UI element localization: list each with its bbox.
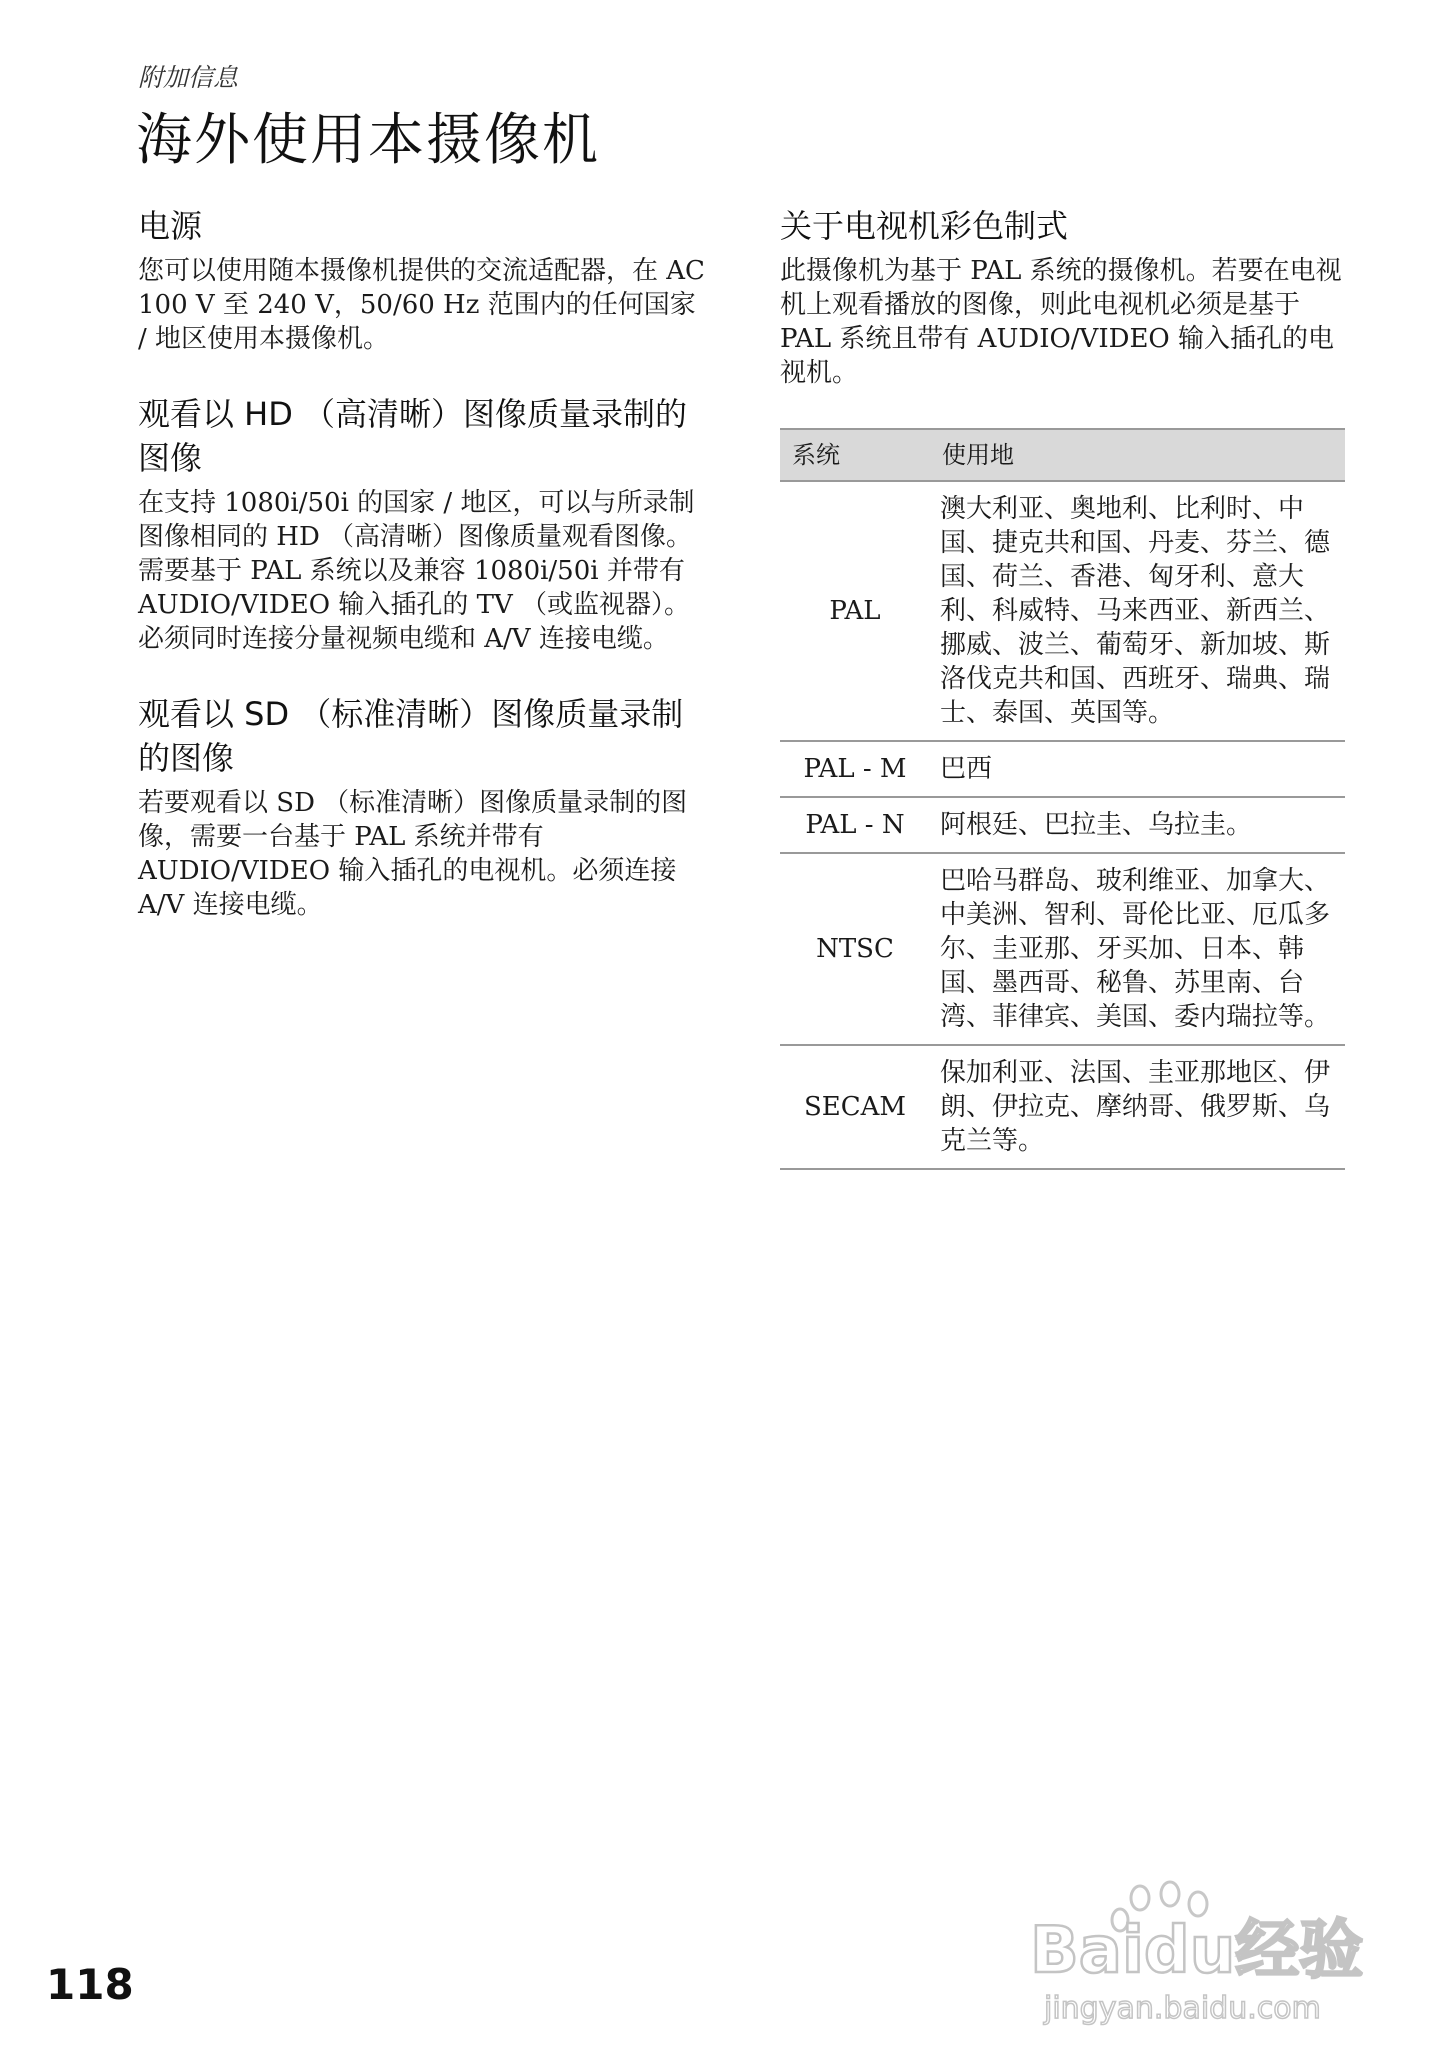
- system-cell: PAL: [780, 481, 930, 741]
- regions-cell: 澳大利亚、奥地利、比利时、中国、捷克共和国、丹麦、芬兰、德国、荷兰、香港、匈牙利、意大利、科威特、马来西亚、新西兰、挪威、波兰、葡萄牙、新加坡、斯洛伐克共和国、西班牙、瑞典、瑞士、泰国、英国等。: [930, 481, 1345, 741]
- column-header-system: 系统: [780, 429, 930, 481]
- regions-cell: 巴西: [930, 741, 1345, 797]
- heading-hd-viewing: 观看以 HD （高清晰）图像质量录制的图像: [138, 395, 688, 477]
- paragraph-hd-viewing: 在支持 1080i/50i 的国家 / 地区，可以与所录制图像相同的 HD （高清晰）图像质量观看图像。需要基于 PAL 系统以及兼容 1080i/50i 并带有 AUDIO/VIDEO 输入插孔的 TV （或监视器）。必须同时连接分量视频电缆和 A/V 连接电缆。: [138, 488, 695, 654]
- page-number: 118: [46, 1960, 134, 2009]
- paragraph-color-system: 此摄像机为基于 PAL 系统的摄像机。若要在电视机上观看播放的图像，则此电视机必须是基于 PAL 系统且带有 AUDIO/VIDEO 输入插孔的电视机。: [780, 256, 1342, 388]
- heading-power: 电源: [138, 207, 203, 245]
- watermark-brand: Baidu经验: [1030, 1914, 1364, 1988]
- baidu-watermark-logo: [1020, 1880, 1380, 2030]
- right-column: [780, 204, 1345, 1170]
- regions-cell: 阿根廷、巴拉圭、乌拉圭。: [930, 797, 1345, 853]
- table-row: [780, 741, 1345, 797]
- paragraph-sd-viewing: 若要观看以 SD （标准清晰）图像质量录制的图像，需要一台基于 PAL 系统并带有 AUDIO/VIDEO 输入插孔的电视机。必须连接 A/V 连接电缆。: [138, 788, 688, 920]
- color-system-table: [780, 428, 1345, 1170]
- section-label: 附加信息: [138, 63, 239, 92]
- heading-sd-viewing: 观看以 SD （标准清晰）图像质量录制的图像: [138, 695, 684, 777]
- table-row: [780, 1045, 1345, 1169]
- system-cell: NTSC: [780, 853, 930, 1045]
- regions-cell: 巴哈马群岛、玻利维亚、加拿大、中美洲、智利、哥伦比亚、厄瓜多尔、圭亚那、牙买加、日本、韩国、墨西哥、秘鲁、苏里南、台湾、菲律宾、美国、委内瑞拉等。: [930, 853, 1345, 1045]
- heading-color-system: 关于电视机彩色制式: [780, 207, 1069, 245]
- system-cell: PAL - M: [780, 741, 930, 797]
- system-cell: PAL - N: [780, 797, 930, 853]
- table-row: [780, 481, 1345, 741]
- table-row: [780, 797, 1345, 853]
- table-header-row: [780, 429, 1345, 481]
- watermark-url: jingyan.baidu.com: [1044, 1991, 1321, 2026]
- paragraph-power: 您可以使用随本摄像机提供的交流适配器，在 AC 100 V 至 240 V，50/60 Hz 范围内的任何国家 / 地区使用本摄像机。: [138, 256, 705, 354]
- left-column: [138, 204, 708, 958]
- page-title: 海外使用本摄像机: [136, 108, 600, 173]
- column-header-regions: 使用地: [930, 429, 1345, 481]
- system-cell: SECAM: [780, 1045, 930, 1169]
- table-row: [780, 853, 1345, 1045]
- regions-cell: 保加利亚、法国、圭亚那地区、伊朗、伊拉克、摩纳哥、俄罗斯、乌克兰等。: [930, 1045, 1345, 1169]
